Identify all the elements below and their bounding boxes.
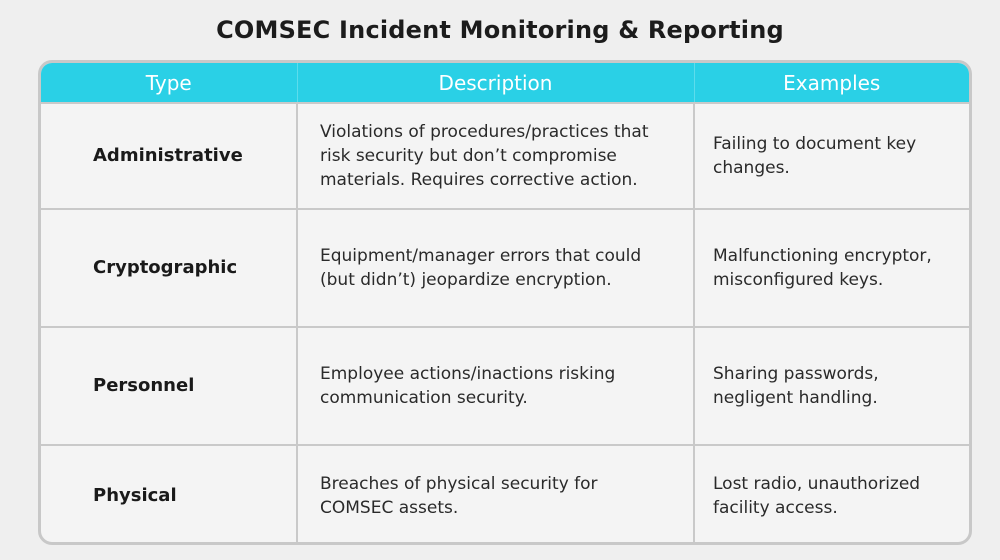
incident-table-grid	[41, 63, 969, 545]
type-cell: Physical	[41, 445, 297, 545]
column-header-examples: Examples	[694, 63, 969, 103]
table-row	[41, 327, 969, 445]
description-cell: Employee actions/inactions risking communication security.	[297, 327, 694, 445]
description-cell: Breaches of physical security for COMSEC assets.	[297, 445, 694, 545]
type-cell: Administrative	[41, 103, 297, 209]
incident-table	[38, 60, 972, 545]
examples-cell: Sharing passwords, negligent handling.	[694, 327, 969, 445]
page-title: COMSEC Incident Monitoring & Reporting	[216, 16, 784, 44]
table-header-row	[41, 63, 969, 103]
table-row	[41, 209, 969, 327]
column-header-description: Description	[297, 63, 694, 103]
type-cell: Cryptographic	[41, 209, 297, 327]
table-row	[41, 103, 969, 209]
examples-cell: Lost radio, unauthorized facility access.	[694, 445, 969, 545]
description-cell: Violations of procedures/practices that risk security but don’t compromise materials. Requires corrective action.	[297, 103, 694, 209]
description-cell: Equipment/manager errors that could (but didn’t) jeopardize encryption.	[297, 209, 694, 327]
column-header-type: Type	[41, 63, 297, 103]
table-row	[41, 445, 969, 545]
type-cell: Personnel	[41, 327, 297, 445]
examples-cell: Failing to document key changes.	[694, 103, 969, 209]
examples-cell: Malfunctioning encryptor, misconfigured keys.	[694, 209, 969, 327]
